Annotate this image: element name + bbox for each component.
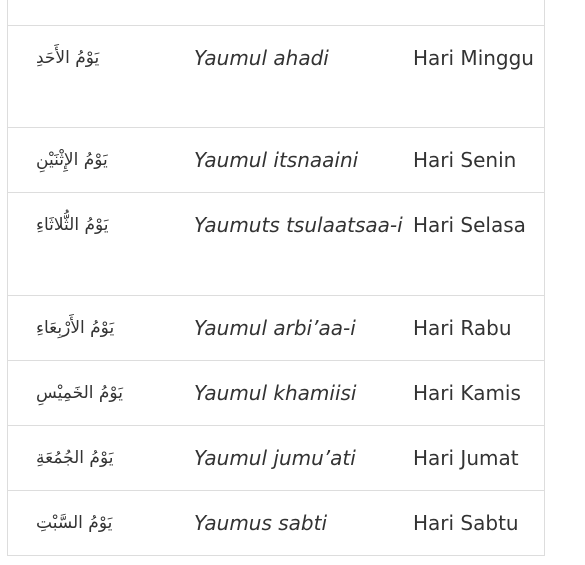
latin-cell: Yaumul khamiisi — [194, 381, 357, 405]
indonesian-cell: Hari Minggu — [413, 46, 534, 70]
latin-cell: Yaumul ahadi — [194, 46, 329, 70]
arabic-cell: يَوْمُ الثُّلاثَاءِ — [36, 215, 109, 235]
indonesian-cell: Hari Sabtu — [413, 511, 519, 535]
table-row — [8, 192, 544, 295]
arabic-cell: يَوْمُ الأَرْبِعَاءِ — [36, 318, 115, 338]
latin-cell: Yaumul jumu’ati — [194, 446, 356, 470]
latin-cell: Yaumul arbi’aa-i — [194, 316, 356, 340]
arabic-cell: يَوْمُ الإِثْنَيْنِ — [36, 150, 108, 170]
indonesian-cell: Hari Senin — [413, 148, 517, 172]
latin-cell: Yaumuts tsulaatsaa-i — [194, 213, 403, 237]
arabic-cell: يَوْمُ الجُمُعَةِ — [36, 448, 114, 468]
table-row — [8, 25, 544, 127]
indonesian-cell: Hari Selasa — [413, 213, 526, 237]
table-row — [8, 425, 544, 490]
table-row — [8, 127, 544, 192]
table-row — [8, 295, 544, 360]
table-row-top-stub — [8, 0, 544, 25]
arabic-cell: يَوْمُ الخَمِيْسِ — [36, 383, 123, 403]
days-table — [7, 0, 545, 556]
table-row — [8, 360, 544, 425]
indonesian-cell: Hari Rabu — [413, 316, 512, 340]
table-row — [8, 490, 544, 555]
indonesian-cell: Hari Kamis — [413, 381, 521, 405]
arabic-cell: يَوْمُ الأَحَدِ — [36, 48, 100, 68]
latin-cell: Yaumul itsnaaini — [194, 148, 359, 172]
latin-cell: Yaumus sabti — [194, 511, 328, 535]
indonesian-cell: Hari Jumat — [413, 446, 519, 470]
arabic-cell: يَوْمُ السَّبْتِ — [36, 513, 113, 533]
